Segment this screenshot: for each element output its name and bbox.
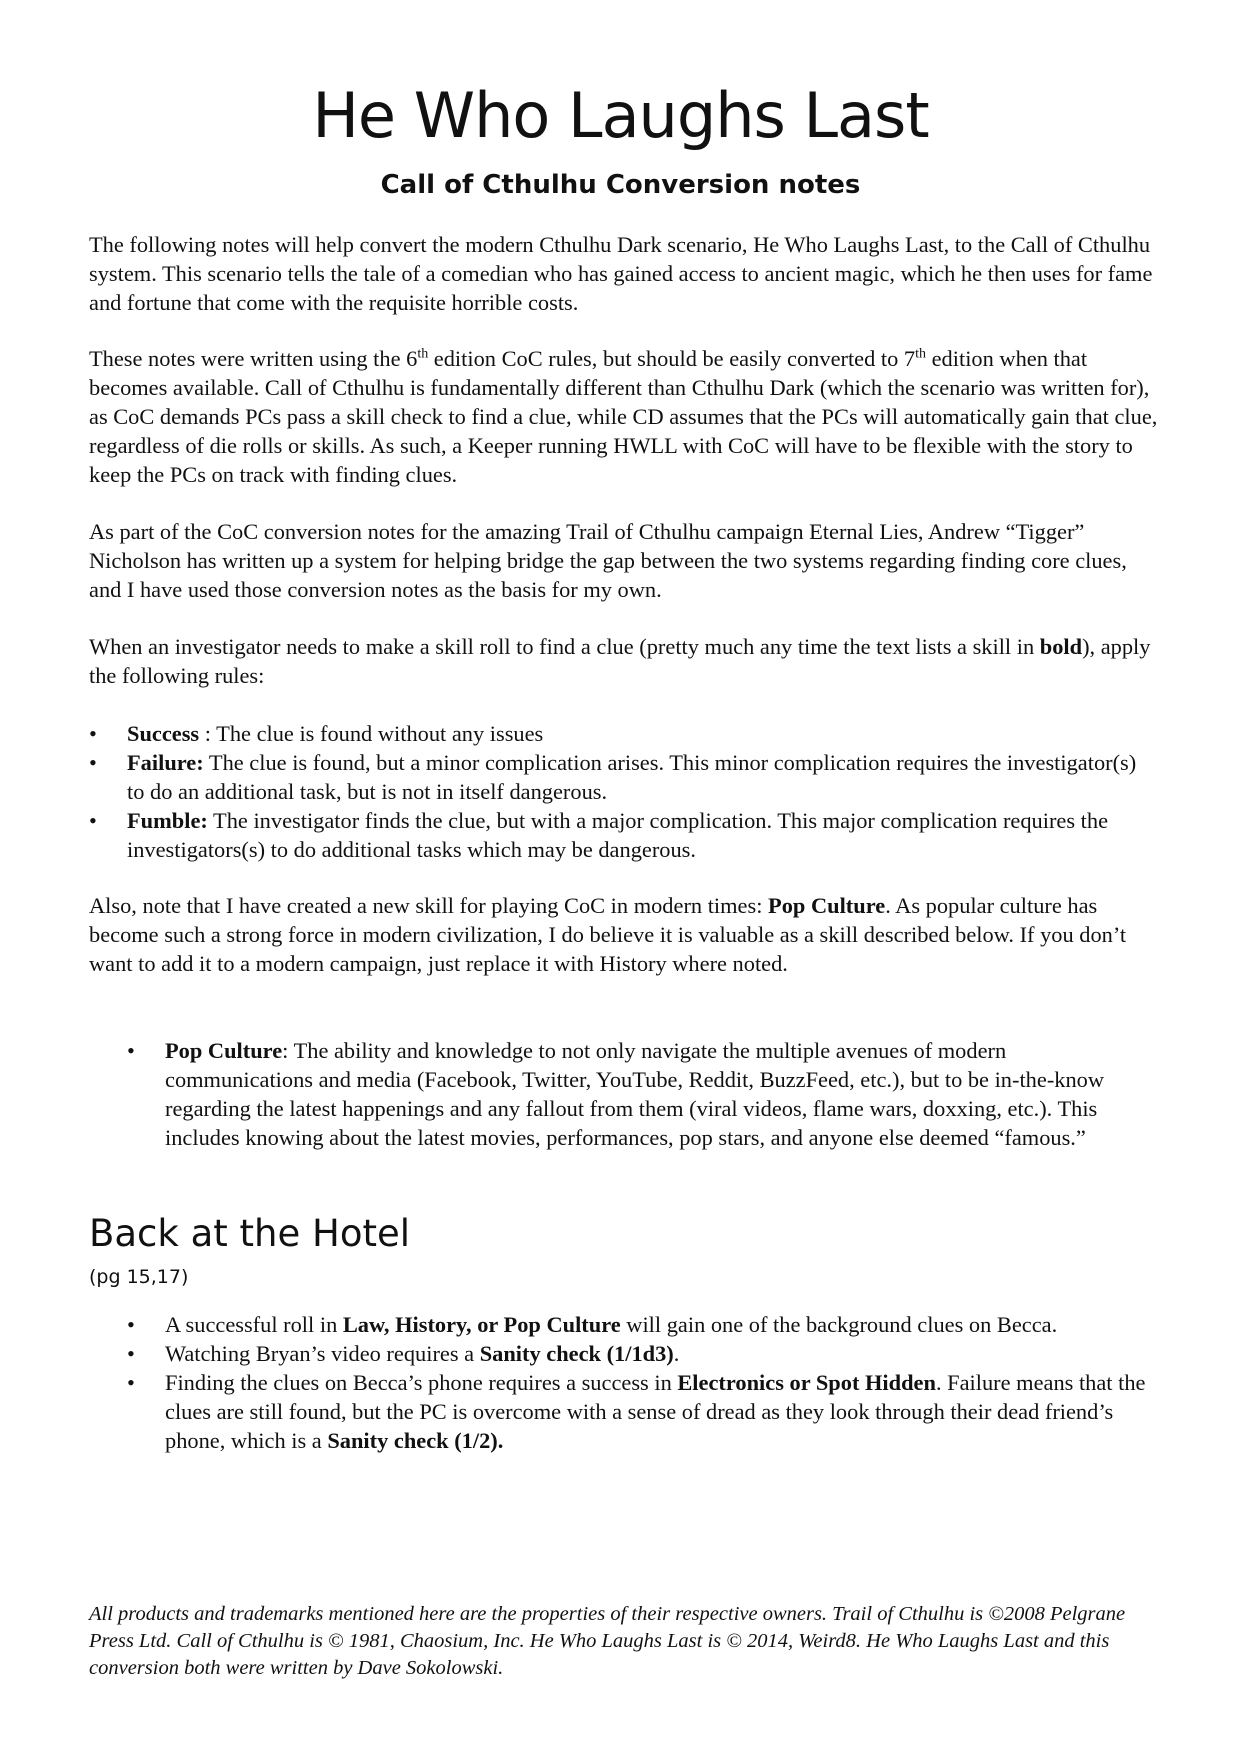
list-item: • Success : The clue is found without any issues xyxy=(89,721,544,746)
hotel-list xyxy=(127,1310,1157,1455)
bullet-icon: • xyxy=(127,1370,135,1395)
footer-disclaimer: All products and trademarks mentioned here are the properties of their respective owners. Trail of Cthulhu is ©2008 Pelgrane Press Ltd. Call of Cthulhu is © 1981, Chaosium, Inc. He Who Laughs Last is © 2014, Weird8. He Who Laughs Last and this conversion both were written by Dave Sokolowski. xyxy=(89,1603,1126,1679)
bullet-icon: • xyxy=(127,1312,135,1337)
list-item: • A successful roll in Law, History, or Pop Culture will gain one of the background clues on Becca. xyxy=(127,1312,1058,1337)
intro-text-3: As part of the CoC conversion notes for the amazing Trail of Cthulhu campaign Eternal Lies, Andrew “Tigger” Nicholson has written up a system for helping bridge the gap between the two systems regarding finding core clues, and I have used those conversion notes as the basis for my own. xyxy=(89,519,1127,602)
pop-culture-text: Also, note that I have created a new skill for playing CoC in modern times: Pop Culture. As popular culture has become such a strong force in modern civilization, I do believe it is valuable as a skill described below. If you don’t want to add it to a modern campaign, just replace it with History where noted. xyxy=(89,893,1127,976)
page-reference: (pg 15,17) xyxy=(89,1266,189,1288)
section-heading-hotel: Back at the Hotel xyxy=(89,1212,411,1255)
bullet-icon: • xyxy=(89,721,97,746)
intro-paragraph-1 xyxy=(89,230,1164,317)
intro-paragraph-3 xyxy=(89,517,1164,604)
bullet-icon: • xyxy=(89,750,97,775)
intro-text-1: The following notes will help convert the modern Cthulhu Dark scenario, He Who Laughs Last, to the Call of Cthulhu system. This scenario tells the tale of a comedian who has gained access to ancient magic, which he then uses for fame and fortune that come with the requisite horrible costs. xyxy=(89,232,1153,315)
page-subtitle: Call of Cthulhu Conversion notes xyxy=(380,170,861,200)
list-item: • Watching Bryan’s video requires a Sanity check (1/1d3). xyxy=(127,1341,680,1366)
intro-paragraph-4 xyxy=(89,632,1164,690)
bullet-icon: • xyxy=(127,1038,135,1063)
rules-list xyxy=(89,719,1149,864)
list-item: • Failure: The clue is found, but a minor complication arises. This minor complication requires the investigator(s) to do an additional task, but is not in itself dangerous. xyxy=(89,750,1137,804)
pop-culture-paragraph xyxy=(89,891,1164,978)
page-title: He Who Laughs Last xyxy=(312,79,929,152)
bullet-icon: • xyxy=(127,1341,135,1366)
intro-text-2: These notes were written using the 6th edition CoC rules, but should be easily converted to 7th edition when that becomes available. Call of Cthulhu is fundamentally different than Cthulhu Dark (which the scenario was written for), as CoC demands PCs pass a skill check to find a clue, while CD assumes that the PCs will automatically gain that clue, regardless of die rolls or skills. As such, a Keeper running HWLL with CoC will have to be flexible with the story to keep the PCs on track with finding clues. xyxy=(89,346,1158,487)
list-item: • Pop Culture: The ability and knowledge to not only navigate the multiple avenues of modern communications and media (Facebook, Twitter, YouTube, Reddit, BuzzFeed, etc.), but to be in-the-know regarding the latest happenings and any fallout from them (viral videos, flame wars, doxxing, etc.). This includes knowing about the latest movies, performances, pop stars, and anyone else deemed “famous.” xyxy=(127,1038,1105,1150)
list-item: • Fumble: The investigator finds the clue, but with a major complication. This major complication requires the investigators(s) to do additional tasks which may be dangerous. xyxy=(89,808,1109,862)
intro-paragraph-2 xyxy=(89,344,1164,489)
bullet-icon: • xyxy=(89,808,97,833)
pop-culture-list xyxy=(127,1036,1157,1152)
list-item: • Finding the clues on Becca’s phone requires a success in Electronics or Spot Hidden. Failure means that the clues are still found, but the PC is overcome with a sense of dread as they look through their dead friend’s phone, which is a Sanity check (1/2). xyxy=(127,1370,1146,1453)
intro-text-4: When an investigator needs to make a skill roll to find a clue (pretty much any time the text lists a skill in bold), apply the following rules: xyxy=(89,634,1151,688)
